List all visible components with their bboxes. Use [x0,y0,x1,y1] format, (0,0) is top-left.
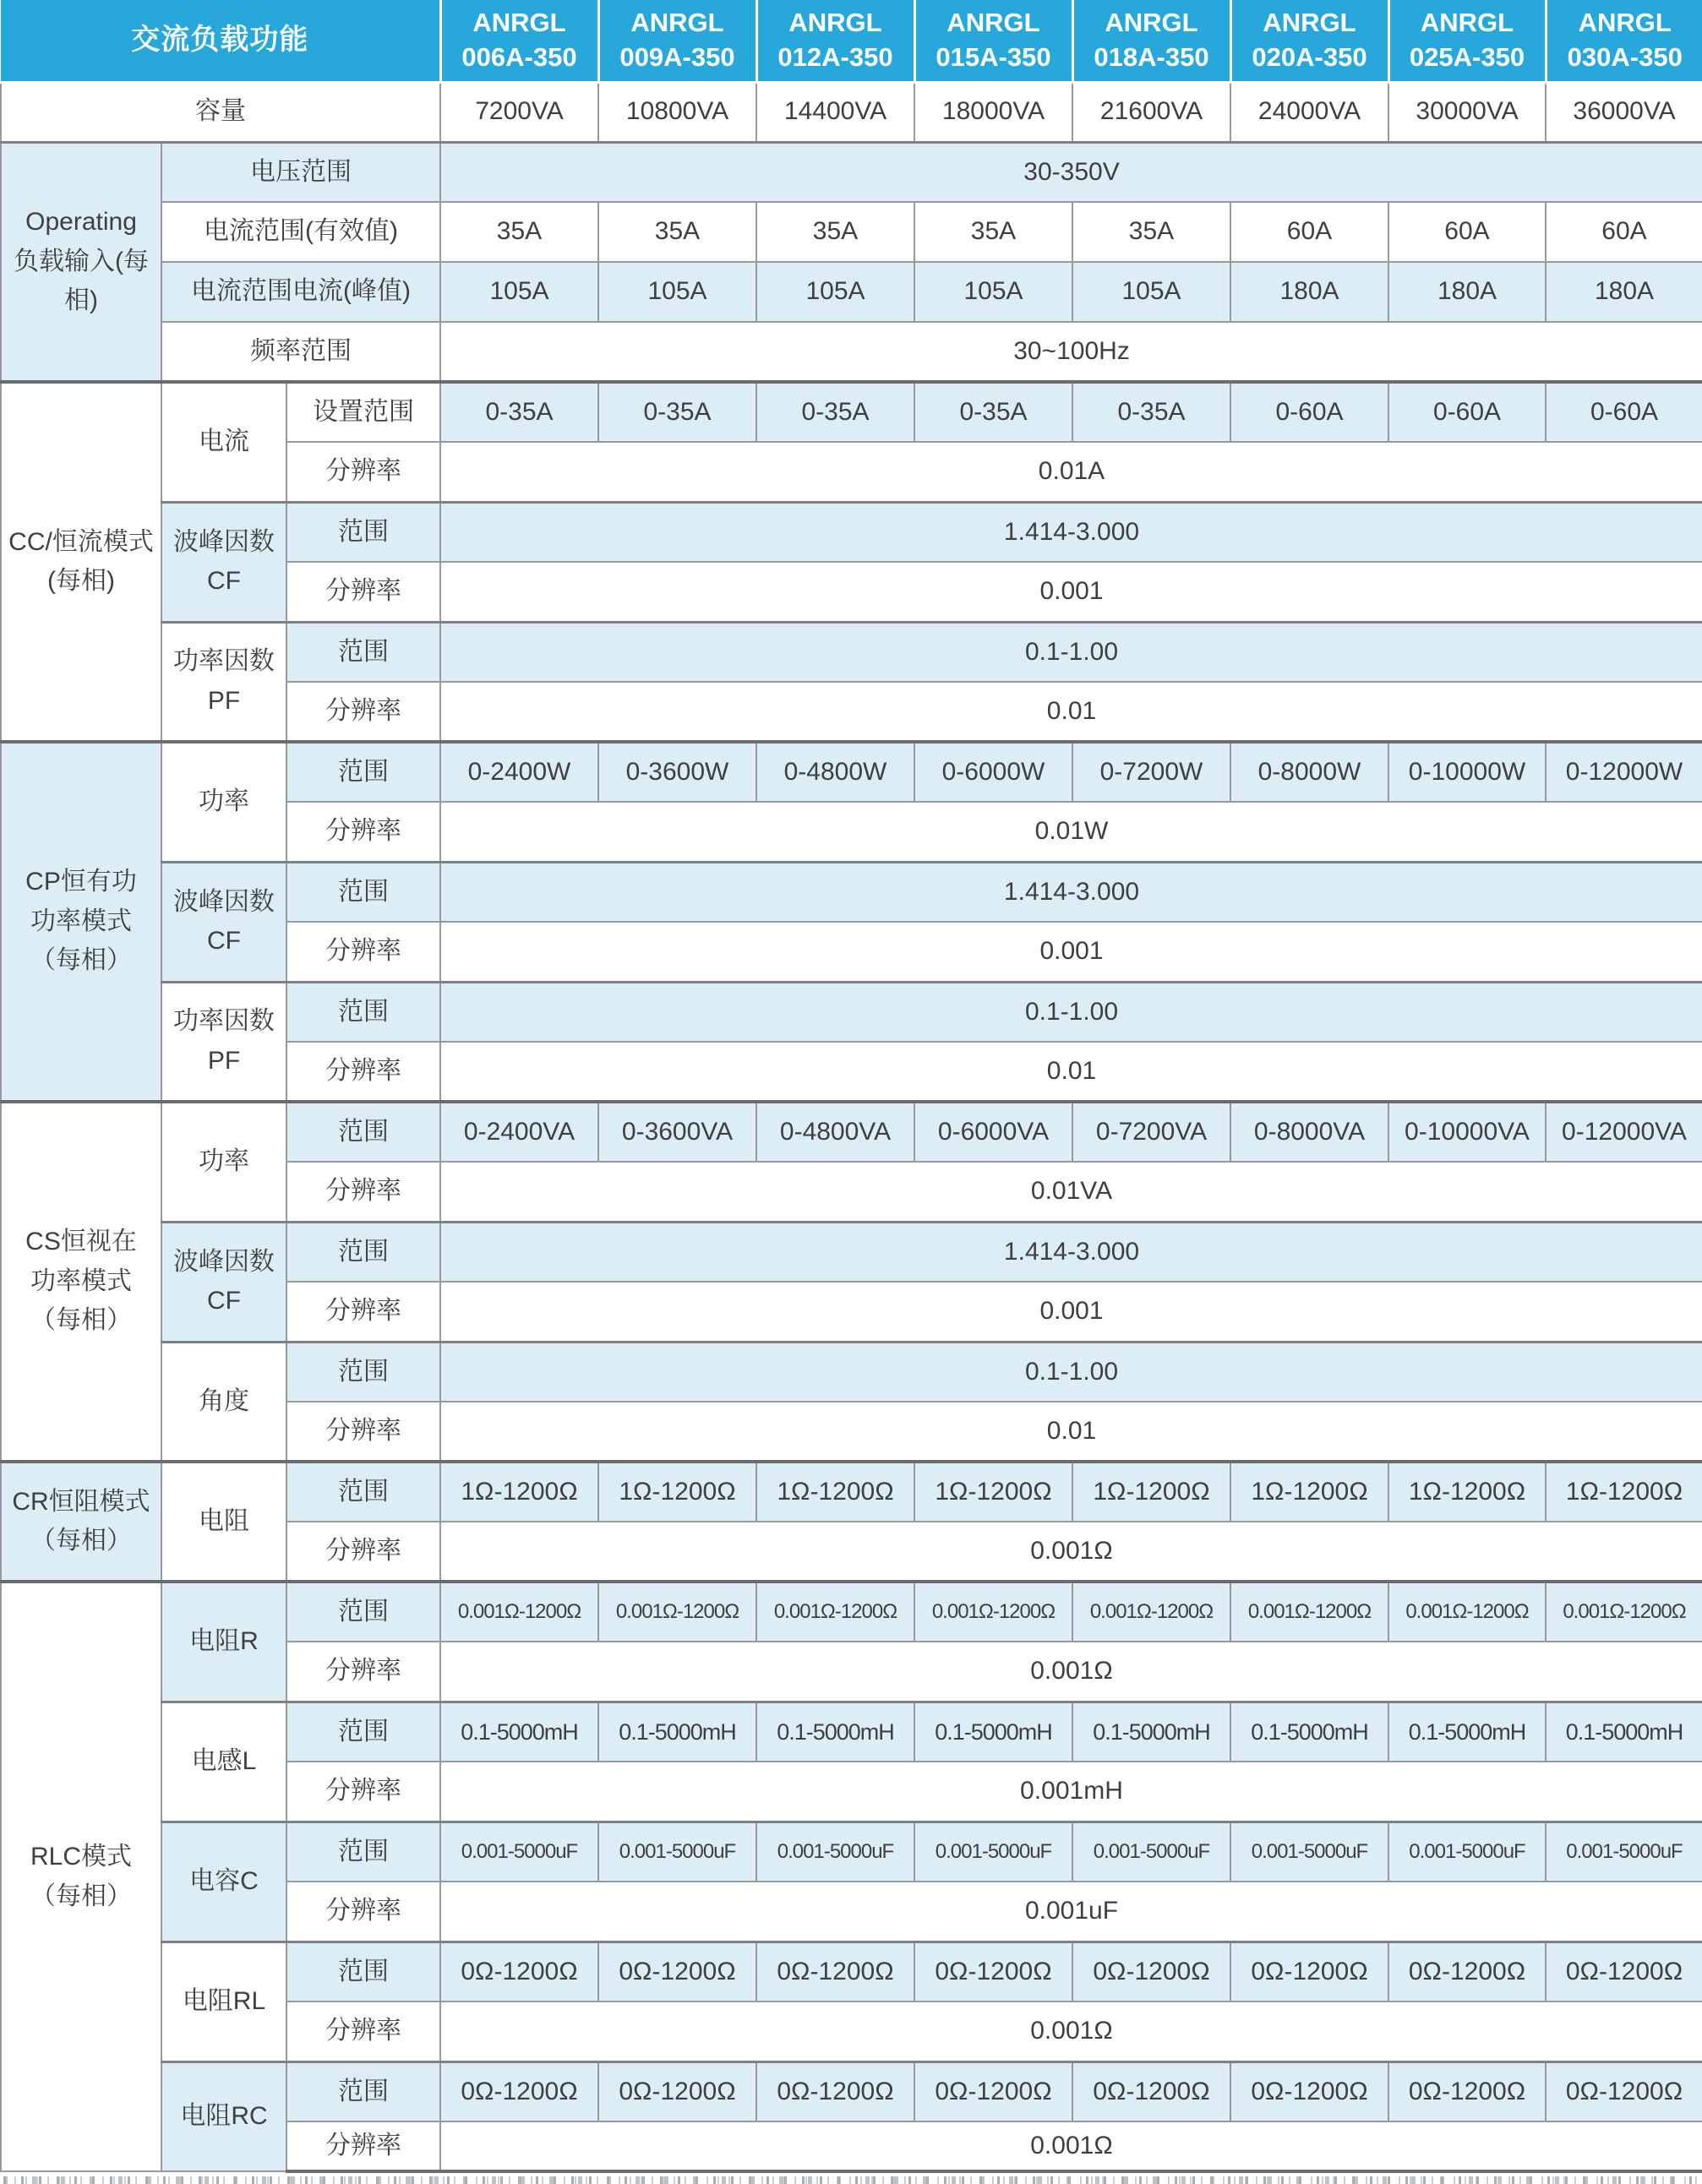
value-cell: 0.001-5000uF [914,1822,1072,1882]
capacity-value: 36000VA [1546,82,1702,142]
value-cell: 180A [1230,262,1388,322]
mode-line: CR恒阻模式 [2,1483,161,1522]
value-cell: 180A [1546,262,1702,322]
value-cell: 0Ω-1200Ω [598,1942,756,2002]
resolution-label: 分辨率 [286,1762,440,1822]
value-cell: 0-60A [1546,382,1702,442]
value-cell: 0.001-5000uF [1388,1822,1546,1882]
value-cell: 0.1-5000mH [1230,1702,1388,1762]
value-cell: 0.001-5000uF [1072,1822,1230,1882]
range-label: 范围 [286,1582,440,1642]
param-line: 功率因数 [162,642,286,682]
model-header [914,0,1072,82]
model-code: 025A-350 [1390,41,1545,74]
value-cell: 0.001-5000uF [440,1822,598,1882]
range-label: 范围 [286,1462,440,1522]
model-header [440,0,598,82]
capacity-value: 18000VA [914,82,1072,142]
model-brand: ANRGL [916,6,1072,40]
capacity-value: 30000VA [1388,82,1546,142]
value-cell: 1Ω-1200Ω [1546,1462,1702,1522]
merged-value-cell: 0.01 [440,682,1702,742]
value-cell: 0.1-5000mH [1388,1702,1546,1762]
param-line: CF [162,562,286,602]
value-cell: 0-6000VA [914,1102,1072,1162]
capacity-value: 24000VA [1230,82,1388,142]
resolution-label: 分辨率 [286,802,440,862]
model-code: 006A-350 [442,41,597,74]
param-label: 功率 [161,742,286,862]
value-cell: 0.001Ω-1200Ω [756,1582,914,1642]
merged-value-cell: 0.001Ω [440,2002,1702,2061]
param-line: 波峰因数 [162,523,286,563]
mode-line: RLC模式 [2,1838,161,1877]
value-cell: 35A [598,202,756,262]
mode-line: CC/恒流模式 [2,523,161,563]
value-cell: 0-12000W [1546,742,1702,802]
value-cell: 0Ω-1200Ω [914,2061,1072,2121]
value-cell: 0.001-5000uF [756,1822,914,1882]
value-cell: 0.001-5000uF [598,1822,756,1882]
value-cell: 0-10000W [1388,742,1546,802]
value-cell: 0.001Ω-1200Ω [1546,1582,1702,1642]
mode-cell-operating [1,142,161,382]
mode-cell-rlc [1,1582,161,2171]
value-cell: 0.001Ω-1200Ω [1230,1582,1388,1642]
value-cell: 0.1-5000mH [598,1702,756,1762]
value-cell: 0-35A [756,382,914,442]
range-label: 范围 [286,862,440,922]
value-cell: 0-4800VA [756,1102,914,1162]
capacity-value: 10800VA [598,82,756,142]
capacity-value: 7200VA [440,82,598,142]
merged-value-cell: 0.001 [440,1282,1702,1342]
param-label [161,862,286,982]
resolution-label: 分辨率 [286,682,440,742]
model-code: 009A-350 [600,41,756,74]
mode-line: 负载输入(每相) [2,242,161,321]
value-cell: 0-7200W [1072,742,1230,802]
merged-value-cell: 0.001mH [440,1762,1702,1822]
mode-line: （每相） [2,1301,161,1341]
model-code: 018A-350 [1074,41,1230,74]
param-label: 电阻R [161,1582,286,1702]
mode-line: CS恒视在 [2,1223,161,1262]
range-label: 范围 [286,1102,440,1162]
model-brand: ANRGL [442,6,597,40]
model-header [1072,0,1230,82]
resolution-label: 分辨率 [286,2121,440,2171]
merged-value-cell: 0.001Ω [440,1522,1702,1582]
resolution-label: 分辨率 [286,562,440,622]
value-cell: 0-35A [914,382,1072,442]
value-cell: 0-4800W [756,742,914,802]
resolution-label: 分辨率 [286,1042,440,1102]
model-brand: ANRGL [1547,6,1702,40]
param-line: PF [162,1042,286,1081]
param-line: 波峰因数 [162,1243,286,1283]
range-label: 范围 [286,982,440,1042]
value-cell: 0-8000W [1230,742,1388,802]
resolution-label: 分辨率 [286,1402,440,1462]
resolution-label: 分辨率 [286,1282,440,1342]
mode-line: 功率模式 [2,1262,161,1302]
model-brand: ANRGL [758,6,914,40]
value-cell: 0-60A [1230,382,1388,442]
range-label: 设置范围 [286,382,440,442]
row-label: 电流范围(有效值) [161,202,440,262]
param-label: 功率 [161,1102,286,1222]
range-label: 范围 [286,502,440,562]
value-cell: 0.001Ω-1200Ω [1388,1582,1546,1642]
mode-line: 功率模式 [2,902,161,942]
value-cell: 0Ω-1200Ω [1388,2061,1546,2121]
value-cell: 0-35A [1072,382,1230,442]
mode-line: CP恒有功 [2,863,161,902]
param-label [161,622,286,742]
value-cell: 105A [440,262,598,322]
value-cell: 0-2400VA [440,1102,598,1162]
value-cell: 60A [1546,202,1702,262]
merged-value-cell: 0.01A [440,442,1702,502]
capacity-label: 容量 [1,82,440,142]
model-code: 020A-350 [1232,41,1388,74]
value-cell: 60A [1230,202,1388,262]
param-label [161,502,286,622]
merged-value-cell: 30-350V [440,142,1702,202]
model-header [756,0,914,82]
range-label: 范围 [286,1222,440,1282]
merged-value-cell: 0.01VA [440,1162,1702,1222]
model-header [598,0,756,82]
mode-cell-cp [1,742,161,1102]
value-cell: 0.001-5000uF [1230,1822,1388,1882]
value-cell: 0.1-5000mH [914,1702,1072,1762]
param-label: 电阻RL [161,1942,286,2061]
value-cell: 0Ω-1200Ω [756,2061,914,2121]
param-label: 电阻RC [161,2061,286,2171]
merged-value-cell: 0.01 [440,1042,1702,1102]
row-label: 电压范围 [161,142,440,202]
mode-cell-cc [1,382,161,742]
row-label: 频率范围 [161,322,440,382]
param-label: 电容C [161,1822,286,1942]
value-cell: 0Ω-1200Ω [440,1942,598,2002]
resolution-label: 分辨率 [286,1882,440,1942]
merged-value-cell: 1.414-3.000 [440,1222,1702,1282]
param-line: CF [162,1282,286,1321]
value-cell: 0Ω-1200Ω [1230,1942,1388,2002]
value-cell: 0Ω-1200Ω [1546,1942,1702,2002]
param-line: 功率因数 [162,1002,286,1042]
value-cell: 0Ω-1200Ω [1546,2061,1702,2121]
value-cell: 0-7200VA [1072,1102,1230,1162]
merged-value-cell: 0.001uF [440,1882,1702,1942]
param-line: CF [162,922,286,961]
merged-value-cell: 0.1-1.00 [440,982,1702,1042]
model-code: 012A-350 [758,41,914,74]
merged-value-cell: 1.414-3.000 [440,502,1702,562]
value-cell: 35A [914,202,1072,262]
merged-value-cell: 0.01W [440,802,1702,862]
value-cell: 0Ω-1200Ω [914,1942,1072,2002]
value-cell: 0-3600VA [598,1102,756,1162]
param-label [161,982,286,1102]
value-cell: 1Ω-1200Ω [440,1462,598,1522]
value-cell: 105A [756,262,914,322]
value-cell: 0Ω-1200Ω [1072,1942,1230,2002]
value-cell: 105A [598,262,756,322]
model-code: 030A-350 [1547,41,1702,74]
value-cell: 1Ω-1200Ω [1388,1462,1546,1522]
resolution-label: 分辨率 [286,1522,440,1582]
value-cell: 1Ω-1200Ω [1230,1462,1388,1522]
value-cell: 105A [1072,262,1230,322]
param-line: PF [162,682,286,722]
value-cell: 35A [440,202,598,262]
mode-cell-cs [1,1102,161,1462]
resolution-label: 分辨率 [286,922,440,982]
value-cell: 0-60A [1388,382,1546,442]
range-label: 范围 [286,1942,440,2002]
value-cell: 0.1-5000mH [1546,1702,1702,1762]
value-cell: 0-12000VA [1546,1102,1702,1162]
merged-value-cell: 0.1-1.00 [440,1342,1702,1402]
value-cell: 0Ω-1200Ω [756,1942,914,2002]
value-cell: 0Ω-1200Ω [1388,1942,1546,2002]
capacity-value: 14400VA [756,82,914,142]
row-label: 电流范围电流(峰值) [161,262,440,322]
model-brand: ANRGL [600,6,756,40]
value-cell: 0-10000VA [1388,1102,1546,1162]
model-header [1388,0,1546,82]
range-label: 范围 [286,1822,440,1882]
mode-line: （每相） [2,941,161,981]
value-cell: 0Ω-1200Ω [440,2061,598,2121]
param-label: 电感L [161,1702,286,1822]
param-line: 波峰因数 [162,883,286,923]
value-cell: 105A [914,262,1072,322]
merged-value-cell: 0.001Ω [440,1642,1702,1702]
merged-value-cell: 0.1-1.00 [440,622,1702,682]
value-cell: 0.001Ω-1200Ω [1072,1582,1230,1642]
value-cell: 35A [756,202,914,262]
value-cell: 0-3600W [598,742,756,802]
merged-value-cell: 1.414-3.000 [440,862,1702,922]
value-cell: 0-6000W [914,742,1072,802]
range-label: 范围 [286,1342,440,1402]
range-label: 范围 [286,622,440,682]
range-label: 范围 [286,2061,440,2121]
range-label: 范围 [286,1702,440,1762]
capacity-value: 21600VA [1072,82,1230,142]
value-cell: 0-2400W [440,742,598,802]
mode-cell-cr [1,1462,161,1582]
resolution-label: 分辨率 [286,1162,440,1222]
value-cell: 0Ω-1200Ω [598,2061,756,2121]
param-label: 电流 [161,382,286,502]
model-brand: ANRGL [1074,6,1230,40]
mode-line: (每相) [2,562,161,602]
param-label: 角度 [161,1342,286,1462]
merged-value-cell: 0.01 [440,1402,1702,1462]
merged-value-cell: 30~100Hz [440,322,1702,382]
value-cell: 0-35A [440,382,598,442]
model-header [1230,0,1388,82]
value-cell: 60A [1388,202,1546,262]
range-label: 范围 [286,742,440,802]
value-cell: 0.001Ω-1200Ω [914,1582,1072,1642]
model-code: 015A-350 [916,41,1072,74]
resolution-label: 分辨率 [286,442,440,502]
value-cell: 1Ω-1200Ω [914,1462,1072,1522]
merged-value-cell: 0.001Ω [440,2121,1702,2171]
value-cell: 0-35A [598,382,756,442]
value-cell: 0.1-5000mH [756,1702,914,1762]
resolution-label: 分辨率 [286,2002,440,2061]
value-cell: 0.001Ω-1200Ω [598,1582,756,1642]
param-label: 电阻 [161,1462,286,1582]
value-cell: 0.001-5000uF [1546,1822,1702,1882]
value-cell: 0Ω-1200Ω [1072,2061,1230,2121]
resolution-label: 分辨率 [286,1642,440,1702]
model-brand: ANRGL [1232,6,1388,40]
model-brand: ANRGL [1390,6,1545,40]
table-title: 交流负载功能 [1,0,440,82]
param-label [161,1222,286,1342]
merged-value-cell: 0.001 [440,562,1702,622]
value-cell: 35A [1072,202,1230,262]
mode-line: （每相） [2,1522,161,1561]
mode-line: Operating [2,203,161,242]
mode-line: （每相） [2,1877,161,1917]
value-cell: 1Ω-1200Ω [756,1462,914,1522]
value-cell: 0-8000VA [1230,1102,1388,1162]
value-cell: 1Ω-1200Ω [1072,1462,1230,1522]
value-cell: 180A [1388,262,1546,322]
value-cell: 0Ω-1200Ω [1230,2061,1388,2121]
merged-value-cell: 0.001 [440,922,1702,982]
model-header [1546,0,1702,82]
value-cell: 0.1-5000mH [440,1702,598,1762]
value-cell: 0.001Ω-1200Ω [440,1582,598,1642]
value-cell: 1Ω-1200Ω [598,1462,756,1522]
value-cell: 0.1-5000mH [1072,1702,1230,1762]
